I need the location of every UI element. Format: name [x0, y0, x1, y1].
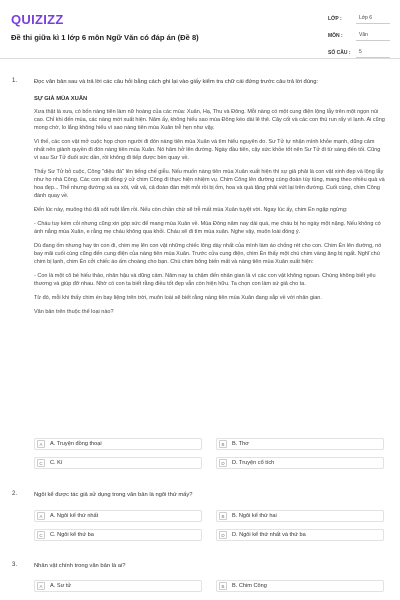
meta-count: [328, 46, 390, 59]
worksheet-meta: [328, 12, 390, 63]
option-key: A: [37, 512, 45, 520]
option-key: B: [219, 512, 227, 520]
passage-paragraph: Đến lúc này, muông thú đã sốt ruột lắm rồi. Nếu còn chần chừ sẽ trễ mất mùa Xuân tuyệt vời. Ngay lúc ấy, chim Én ngập ngừng:: [34, 207, 348, 213]
option-text: C. Ngôi kể thứ ba: [50, 532, 94, 538]
option-a[interactable]: [34, 438, 202, 450]
passage-title: SỰ GIÀ MÙA XUÂN: [34, 96, 88, 102]
meta-class-value: Lớp 6: [356, 13, 390, 24]
option-text: D. Ngôi kể thứ nhất và thứ ba: [232, 532, 306, 538]
option-text: D. Truyện cổ tích: [232, 460, 275, 466]
option-text: A. Truyện đồng thoại: [50, 441, 102, 447]
passage-paragraph: Từ đó, mỗi khi thấy chim én bay liệng trên trời, muôn loài sẽ biết rằng nàng tiên mùa Xuân đang sắp về với nhân gian.: [34, 295, 322, 301]
option-key: C: [37, 531, 45, 539]
option-c[interactable]: [34, 529, 202, 541]
passage-paragraph: - Con là một cô bé hiếu thảo, nhân hậu và dũng cảm. Năm nay ta chậm đến nhân gian là vì các con vật không ngoan. Chúng không biết yêu thương và giúp đỡ nhau. Nhờ có con ta biết rằng điều tốt đẹp vẫn còn hiện hữu. Ta chọn con làm sứ giả cho ta.: [34, 273, 376, 287]
question-2: [12, 491, 392, 501]
option-text: C. Kí: [50, 460, 63, 466]
passage-paragraph: Xưa thật là xưa, có bốn nàng tiên làm nữ hoàng của các mùa: Xuân, Hạ, Thu và Đông. Mỗi nàng có một cung điện lộng lẫy trên một ngọn núi cao. Chỉ khi đến mùa, các nàng mới xuất hiện. Năm ấy, không hiểu sao mùa Đông kéo dài lê thê. Cây cối và các con thú run rẩy vì lạnh. Ai cũng mong chờ, lo lắng không hiểu vì sao nàng tiên mùa Xuân trễ hẹn như vậy.: [34, 109, 385, 131]
worksheet-header: [0, 0, 400, 59]
meta-count-label: SỐ CÂU :: [328, 49, 351, 56]
worksheet-title: Đề thi giữa kì 1 lớp 6 môn Ngữ Văn có đáp án (Đề 8): [11, 33, 199, 42]
option-key: D: [219, 531, 227, 539]
option-text: B. Ngôi kể thứ hai: [232, 513, 277, 519]
question-text: Nhân vật chính trong văn bản là ai?: [34, 563, 126, 569]
meta-class: [328, 12, 390, 25]
option-c[interactable]: [34, 457, 202, 469]
option-a[interactable]: [34, 580, 202, 592]
meta-subject: [328, 29, 390, 42]
question-number: 1.: [12, 78, 18, 84]
passage-paragraph: Thấy Sư Tử bỏ cuộc, Công "diệu đà" lên tiếng chế giễu. Nếu muốn nàng tiên mùa Xuân xuất hiện thì sự giả phải là con vật xinh đẹp và lộng lẫy như họ nhà Công. Các con vật đồng ý cử chim Công đi thực hiện nhiệm vụ. Chim Công lên đường cùng đoàn tùy tùng, mang theo nhiều quà và hoa đẹp... Thế nhưng đường xá xa xôi, vất vả, cả đoàn đàn mệt mỏi rồi bị ốm, hoa và quà tặng phải vứt lại trên đường. Cuối cùng, chim Công đành quay về.: [34, 169, 385, 199]
option-b[interactable]: [216, 510, 384, 522]
option-text: B. Chim Công: [232, 583, 267, 589]
question-number: 3.: [12, 562, 18, 568]
quizizz-logo: QUIZIZZ: [11, 12, 64, 27]
option-key: B: [219, 582, 227, 590]
q3-options: [34, 580, 386, 594]
question-1: [12, 78, 392, 88]
sub-question: Văn bản trên thuộc thể loại nào?: [34, 309, 114, 315]
option-b[interactable]: [216, 580, 384, 592]
passage-paragraph: Dù đang ốm nhưng hay tin con đi, chim mẹ lên con vật những chiếc lông dày nhất của mình làm áo chống rét cho con. Chim Én lên đường, nó bay mãi cuối cùng cũng đến cung điện của nàng tiên mùa Xuân. Trước cửa cung điện, chim Én thấy một chú chim vàng ăng bị ngất. Nghĩ chú chim bị lạnh, chim Én cởi chiếc áo ấm choàng cho bạn. Chú chim bông biến mất và nàng tiên mùa Xuân xuất hiện:: [34, 243, 382, 265]
option-key: A: [37, 440, 45, 448]
option-key: D: [219, 459, 227, 467]
option-text: A. Sư tử: [50, 583, 72, 589]
question-text: Ngôi kể được tác giả sử dụng trong văn bản là ngôi thứ mấy?: [34, 492, 193, 498]
q2-options: [34, 510, 386, 546]
option-text: A. Ngôi kể thứ nhất: [50, 513, 99, 519]
option-d[interactable]: [216, 457, 384, 469]
option-a[interactable]: [34, 510, 202, 522]
option-b[interactable]: [216, 438, 384, 450]
question-number: 2.: [12, 491, 18, 497]
option-key: A: [37, 582, 45, 590]
meta-subject-value: Văn: [356, 30, 390, 41]
option-key: B: [219, 440, 227, 448]
option-text: B. Thơ: [232, 441, 249, 447]
meta-class-label: LỚP :: [328, 15, 342, 22]
question-text: Đọc văn bản sau và trả lời các câu hỏi bằng cách ghi lại vào giấy kiểm tra chữ cái đứng trước câu trả lời đúng:: [34, 79, 319, 85]
meta-subject-label: MÔN :: [328, 32, 343, 39]
question-3: [12, 562, 392, 572]
option-d[interactable]: [216, 529, 384, 541]
passage-paragraph: Vì thế, các con vật mở cuộc họp chọn người đi đón nàng tiên mùa Xuân và tìm hiểu nguyên do. Sư Tử tự nhận mình khỏe mạnh, dũng cảm nhất nên giành quyền đi đón nàng tiên mùa Xuân. Nó hăm hở lên đường. Ngày đầu tiên, cậy sức khỏe tốt nên Sư Tử đi từ sáng đến tối. Cũng vì sau Sư Tử đuối sức dần, rồi không đi tiếp được bèn quay về.: [34, 139, 381, 161]
reading-passage: [34, 96, 386, 322]
meta-count-value: 5: [356, 47, 390, 58]
option-key: C: [37, 459, 45, 467]
passage-paragraph: - Cháu tuy kém cỏi nhưng cũng xin góp sức để mang mùa Xuân về. Mùa Đông năm nay dài quá, mẹ cháu bị ho ngày một nặng. Nếu không có ánh nắng mùa Xuân, e rằng mẹ cháu không qua khỏi. Cháu sẽ đi tìm mùa xuân. Nghe vậy, muôn loài đồng ý.: [34, 221, 381, 235]
q1-options: [34, 438, 386, 474]
